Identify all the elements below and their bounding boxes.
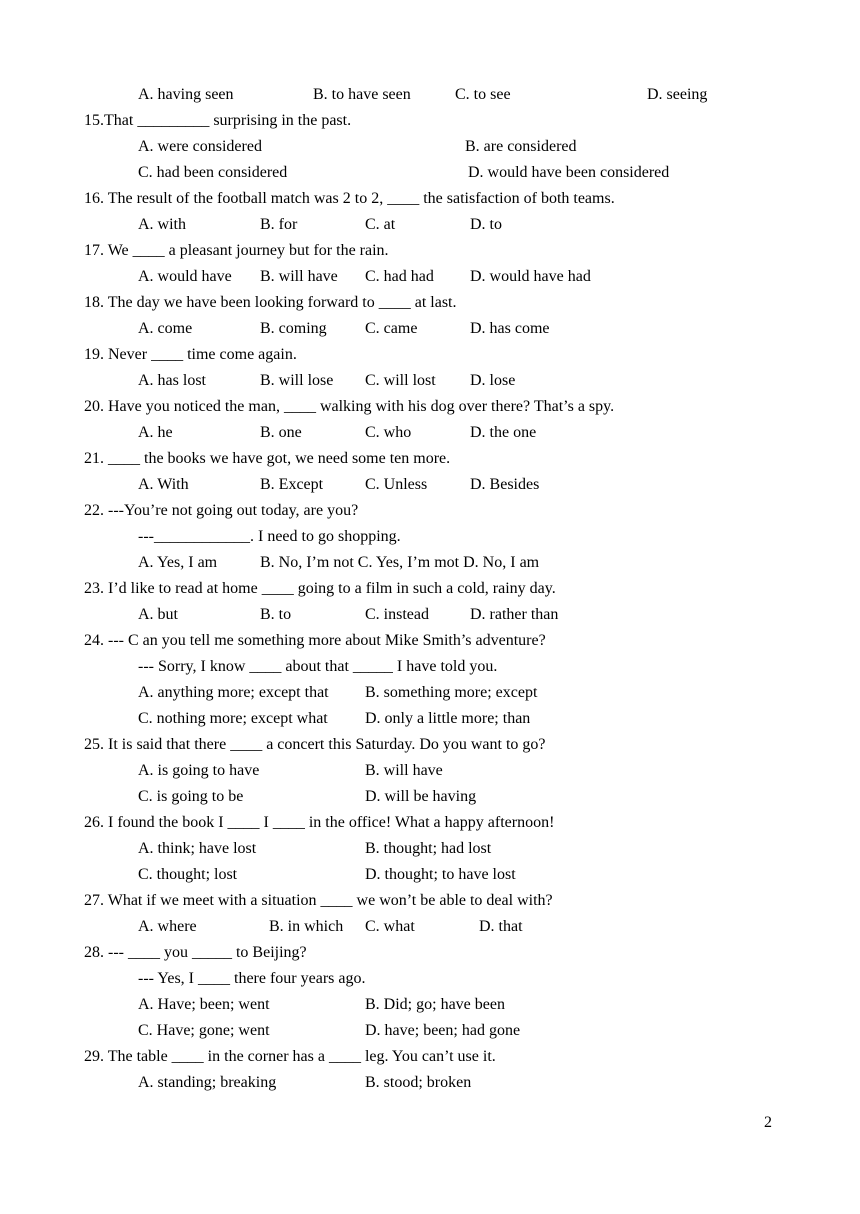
option-d: D. would have been considered [468, 164, 670, 181]
option-a: A. think; have lost [138, 840, 257, 857]
dialogue-line: --- Sorry, I know ____ about that _____ I have told you. [138, 658, 498, 675]
option-a: A. With [138, 476, 189, 493]
option-d: D. that [479, 918, 523, 935]
question-19: 19. Never ____ time come again. [84, 346, 297, 363]
question-28: 28. --- ____ you _____ to Beijing? [84, 944, 307, 961]
dialogue-line: ---____________. I need to go shopping. [138, 528, 401, 545]
option-d: D. lose [470, 372, 516, 389]
option-c: C. is going to be [138, 788, 244, 805]
option-a: A. he [138, 424, 173, 441]
question-26: 26. I found the book I ____ I ____ in the office! What a happy afternoon! [84, 814, 555, 831]
option-c: C. who [365, 424, 412, 441]
question-17: 17. We ____ a pleasant journey but for the rain. [84, 242, 389, 259]
option-d: D. thought; to have lost [365, 866, 516, 883]
option-b: B. Did; go; have been [365, 996, 505, 1013]
option-c: C. nothing more; except what [138, 710, 328, 727]
option-b: B. in which [269, 918, 344, 935]
question-27: 27. What if we meet with a situation ____ we won’t be able to deal with? [84, 892, 553, 909]
option-b: B. will have [365, 762, 443, 779]
option-a: A. standing; breaking [138, 1074, 277, 1091]
option-b: B. thought; had lost [365, 840, 492, 857]
question-29: 29. The table ____ in the corner has a ____ leg. You can’t use it. [84, 1048, 496, 1065]
option-b: B. coming [260, 320, 327, 337]
option-b: B. will lose [260, 372, 334, 389]
question-23: 23. I’d like to read at home ____ going to a film in such a cold, rainy day. [84, 580, 556, 597]
option-a: A. has lost [138, 372, 206, 389]
option-d: D. to [470, 216, 502, 233]
option-d: D. has come [470, 320, 550, 337]
option-b: B. will have [260, 268, 338, 285]
option-a: A. but [138, 606, 178, 623]
option-b: B. to have seen [313, 86, 411, 103]
question-21: 21. ____ the books we have got, we need some ten more. [84, 450, 451, 467]
dialogue-line: --- Yes, I ____ there four years ago. [138, 970, 366, 987]
option-b: B. something more; except [365, 684, 538, 701]
question-16: 16. The result of the football match was 2 to 2, ____ the satisfaction of both teams. [84, 190, 615, 207]
option-a: A. would have [138, 268, 232, 285]
question-18: 18. The day we have been looking forward to ____ at last. [84, 294, 457, 311]
option-d: D. rather than [470, 606, 559, 623]
option-a: A. anything more; except that [138, 684, 329, 701]
option-c: C. to see [455, 86, 511, 103]
option-a: A. were considered [138, 138, 262, 155]
option-c: C. thought; lost [138, 866, 238, 883]
option-c: C. had had [365, 268, 434, 285]
option-a: A. where [138, 918, 197, 935]
question-22: 22. ---You’re not going out today, are you? [84, 502, 359, 519]
option-c: C. came [365, 320, 418, 337]
option-a: A. Have; been; went [138, 996, 270, 1013]
option-d: D. will be having [365, 788, 477, 805]
option-c: C. what [365, 918, 415, 935]
question-20: 20. Have you noticed the man, ____ walking with his dog over there? That’s a spy. [84, 398, 615, 415]
option-b: B. to [260, 606, 292, 623]
option-d: D. would have had [470, 268, 591, 285]
option-b: B. stood; broken [365, 1074, 472, 1091]
option-a: A. Yes, I am [138, 554, 218, 571]
option-a: A. come [138, 320, 193, 337]
option-d: D. seeing [647, 86, 708, 103]
option-b: B. one [260, 424, 302, 441]
option-d: D. have; been; had gone [365, 1022, 521, 1039]
option-d: D. Besides [470, 476, 540, 493]
option-a: A. is going to have [138, 762, 260, 779]
option-a: A. having seen [138, 86, 234, 103]
question-24: 24. --- C an you tell me something more about Mike Smith’s adventure? [84, 632, 546, 649]
option-b: B. for [260, 216, 298, 233]
option-d: D. the one [470, 424, 537, 441]
option-c: C. Have; gone; went [138, 1022, 270, 1039]
option-c: C. at [365, 216, 396, 233]
option-c: C. Unless [365, 476, 428, 493]
option-d: D. only a little more; than [365, 710, 531, 727]
question-15: 15.That _________ surprising in the past. [84, 112, 352, 129]
option-b: B. No, I’m not C. Yes, I’m mot D. No, I am [260, 554, 540, 571]
option-b: B. Except [260, 476, 324, 493]
question-25: 25. It is said that there ____ a concert this Saturday. Do you want to go? [84, 736, 546, 753]
option-c: C. instead [365, 606, 429, 623]
option-a: A. with [138, 216, 186, 233]
option-b: B. are considered [465, 138, 577, 155]
option-c: C. will lost [365, 372, 436, 389]
page-number: 2 [764, 1114, 772, 1131]
option-c: C. had been considered [138, 164, 288, 181]
